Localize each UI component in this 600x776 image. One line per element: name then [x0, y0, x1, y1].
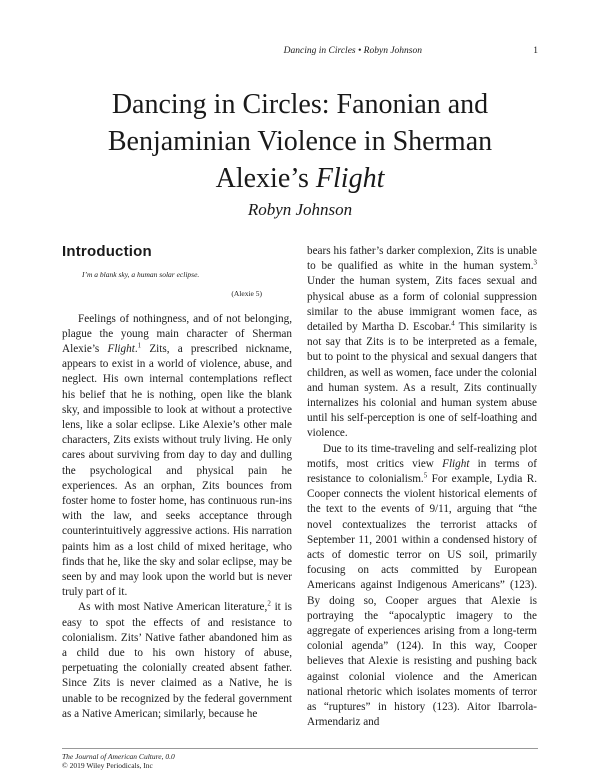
footnote-marker[interactable]: 1 [137, 341, 142, 350]
copyright-notice: © 2019 Wiley Periodicals, Inc [62, 761, 153, 770]
author-name: Robyn Johnson [247, 200, 353, 219]
section-heading: Introduction [62, 243, 152, 260]
paragraph: Feelings of nothingness, and of not belonging, plague the young main character of Sherman Alexie’s Flight.$^1$ Zits, a prescribed nickname, appears to exist in a world of violence, abuse, and neglect. His own internal contemplations reflect his belief that he is nothing, open like the blank sky, and impossible to look at without a protective lens, like a solar eclipse. Like Alexie’s other male characters, Zits exists without truly living. He only cares about surviving from day to day and dulling the psychological and physical pain he experiences. As an orphan, Zits bounces from foster home to foster home, has continuous run-ins with the law, and seeks acceptance through counterintuitively aggressive actions. His narration paints him as a lost child of mixed heritage, who finds that he, like the sky and solar eclipse, may be seen by and may look upon the world but is never truly part of it. [62, 312, 292, 599]
title-line-3-italic: Flight [315, 163, 385, 194]
footnote-marker[interactable]: 5 [423, 471, 428, 480]
footnote-marker[interactable]: 2 [267, 599, 271, 608]
running-header: Dancing in Circles • Robyn Johnson [283, 46, 422, 56]
title-line-1: Dancing in Circles: Fanonian and [111, 89, 489, 120]
paragraph: Due to its time-traveling and self-realizing plot motifs, most critics view Flight in terms of resistance to colonialism.$^5$ For example, Lydia R. Cooper connects the violent historical elements of the text to the events of 9/11, arguing that “the novel contextualizes the terrorist attacks of September 11, 2001 within a condensed history of acts of domestic terror on US soil, primarily focusing on acts committed by European Americans against Indigenous Americans” (123). By doing so, Cooper argues that Alexie is portraying the “apocalyptic imagery to the aggregate of experiences arising from a long-term colonial agenda” (124). In this way, Cooper believes that Alexie is resisting and pushing back against colonial violence and the American national rhetoric which isolates moments of terror as “ruptures” in history (123). Aitor Ibarrola-Armendariz and [307, 442, 537, 729]
paragraph: As with most Native American literature,$^2$ it is easy to spot the effects of and resistance to colonialism. Zits’ Native father abandoned him as a child due to his own history of abuse, perpetuating the colonially created absent father. Since Zits is never claimed as a Native, he is unable to be recognized by the federal government as a Native American; similarly, because he [62, 599, 292, 720]
footnote-marker[interactable]: 3 [533, 258, 537, 267]
title-line-3-prefix: Alexie’s [215, 163, 309, 194]
title-line-2: Benjaminian Violence in Sherman [107, 126, 493, 157]
page-number: 1 [533, 46, 538, 56]
epigraph-quote: I’m a blank sky, a human solar eclipse. [82, 270, 200, 280]
paragraph: bears his father’s darker complexion, Zits is unable to be qualified as white in the human system.$^3$ Under the human system, Zits faces sexual and physical abuse as a form of colonial suppression similar to the abuse immigrant women face, as detailed by Martha D. Escobar.$^4$ This similarity is not say that Zits is to be interpreted as a female, but to point to the physical and sexual dangers that children, as well as women, face under the colonial and human system. As a result, Zits continually internalizes his colonial and human system abuse until his self-perception is one of self-loathing and violence. [307, 245, 537, 440]
footnote-marker[interactable]: 4 [451, 319, 455, 328]
epigraph-citation: (Alexie 5) [231, 289, 262, 299]
page-footer [62, 752, 175, 770]
footer-rule [62, 748, 538, 749]
left-column [62, 244, 292, 722]
right-column [307, 244, 537, 731]
journal-citation: The Journal of American Culture, 0.0 [62, 752, 175, 761]
article-title [62, 86, 538, 197]
